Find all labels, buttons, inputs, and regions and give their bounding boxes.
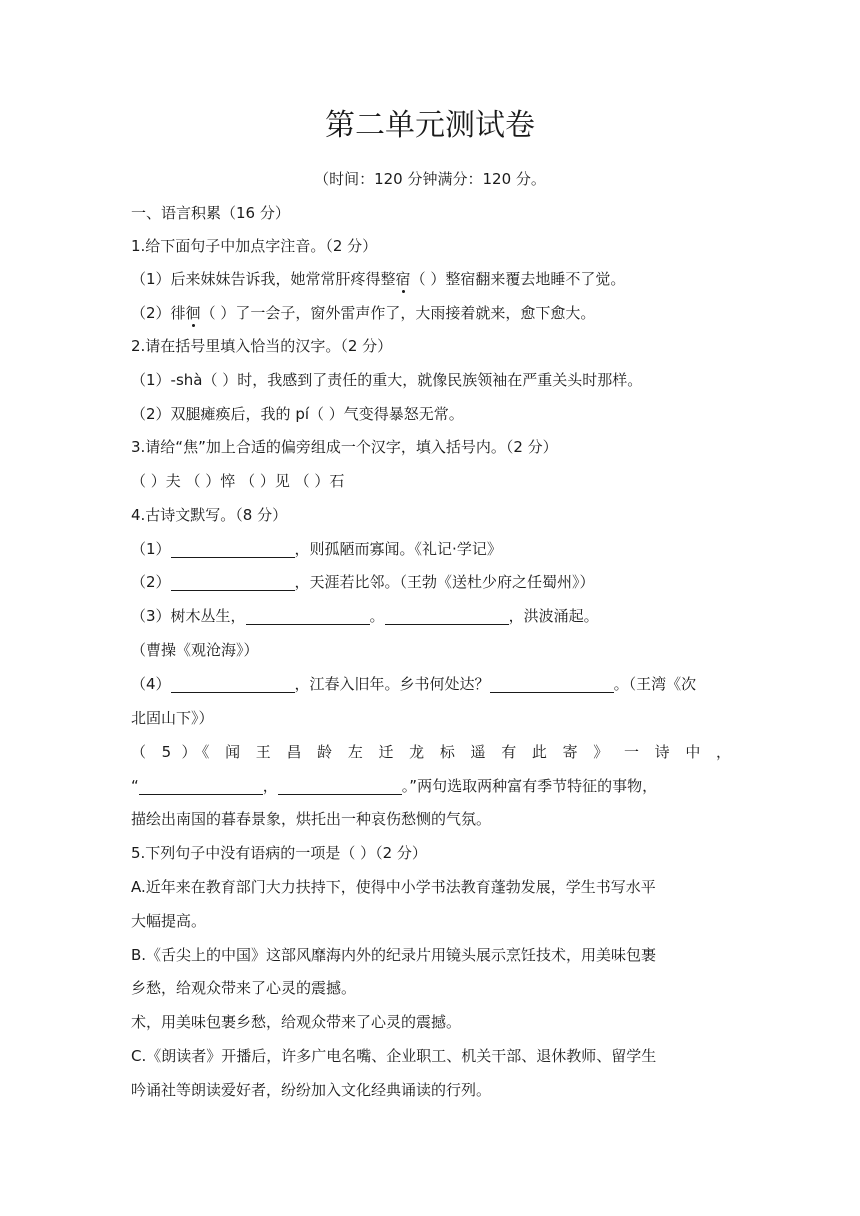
option-c-line-1: C.《朗读者》开播后，许多广电名嘴、企业职工、机关干部、退休教师、留学生 [131, 1047, 657, 1065]
question-2-item-2: （2）双腿瘫痪后，我的 pí（ ）气变得暴怒无常。 [131, 405, 464, 423]
option-a-line-2: 大幅提高。 [131, 912, 207, 930]
answer-blank[interactable] [490, 674, 614, 693]
question-4-item-5-cont: 描绘出南国的暮春景象，烘托出一种哀伤愁恻的气氛。 [131, 810, 492, 828]
question-4-item-5: （ 5 ）《 闻 王 昌 龄 左 迁 龙 标 遥 有 此 寄 》 一 诗 中 ， [131, 743, 731, 761]
option-a-line-1: A.近年来在教育部门大力扶持下，使得中小学书法教育蓬勃发展，学生书写水平 [131, 878, 656, 896]
question-3-stem: 3.请给“焦”加上合适的偏旁组成一个汉字，填入括号内。（2 分） [131, 438, 558, 456]
answer-blank[interactable] [385, 606, 509, 625]
section-heading: 一、语言积累（16 分） [131, 204, 290, 222]
question-4-item-2: （2） ，天涯若比邻。（王勃《送杜少府之任蜀州》） [131, 573, 595, 591]
question-4-item-3: （3）树木丛生， 。 ，洪波涌起。 [131, 607, 599, 625]
question-4-item-3-source: （曹操《观沧海》） [131, 641, 259, 659]
exam-info: （时间：120 分钟满分：120 分。 [314, 170, 546, 188]
dotted-char: 徊 [185, 304, 201, 322]
question-4-item-4: （4） ，江春入旧年。乡书何处达？ 。（王湾《次 [131, 675, 697, 693]
question-4-item-1: （1） ，则孤陋而寡闻。《礼记·学记》 [131, 540, 502, 558]
question-4-item-4-cont: 北固山下》） [131, 709, 214, 727]
question-1-stem: 1.给下面句子中加点字注音。（2 分） [131, 237, 378, 255]
dotted-char: 宿 [395, 270, 411, 288]
option-c-line-2: 吟诵社等朗读爱好者，纷纷加入文化经典诵读的行列。 [131, 1081, 492, 1099]
question-5-stem: 5.下列句子中没有语病的一项是（ ）（2 分） [131, 844, 427, 862]
answer-blank[interactable] [139, 776, 263, 795]
question-1-item-2: （2）徘徊（ ）了一会子，窗外雷声作了，大雨接着就来，愈下愈大。 [131, 304, 596, 322]
answer-blank[interactable] [278, 776, 402, 795]
answer-blank[interactable] [246, 606, 370, 625]
option-b-line-3: 术，用美味包裹乡愁，给观众带来了心灵的震撼。 [131, 1013, 462, 1031]
question-1-item-1: （1）后来妹妹告诉我，她常常肝疼得整宿（ ）整宿翻来覆去地睡不了觉。 [131, 270, 626, 288]
option-b-line-1: B.《舌尖上的中国》这部风靡海内外的纪录片用镜头展示烹饪技术，用美味包裹 [131, 946, 657, 964]
question-4-stem: 4.古诗文默写。（8 分） [131, 506, 288, 524]
question-2-stem: 2.请在括号里填入恰当的汉字。（2 分） [131, 337, 393, 355]
question-4-item-5-blanks: “ ， 。”两句选取两种富有季节特征的事物， [131, 777, 658, 795]
question-2-item-1: （1）-shà（ ）时，我感到了责任的重大，就像民族领袖在严重关头时那样。 [131, 371, 643, 389]
answer-blank[interactable] [171, 674, 295, 693]
option-b-line-2: 乡愁，给观众带来了心灵的震撼。 [131, 979, 357, 997]
page-title: 第二单元测试卷 [325, 108, 535, 143]
answer-blank[interactable] [171, 572, 295, 591]
question-3-options: （ ）夫 （ ）悴 （ ）见 （ ）石 [131, 472, 345, 490]
answer-blank[interactable] [171, 539, 295, 558]
